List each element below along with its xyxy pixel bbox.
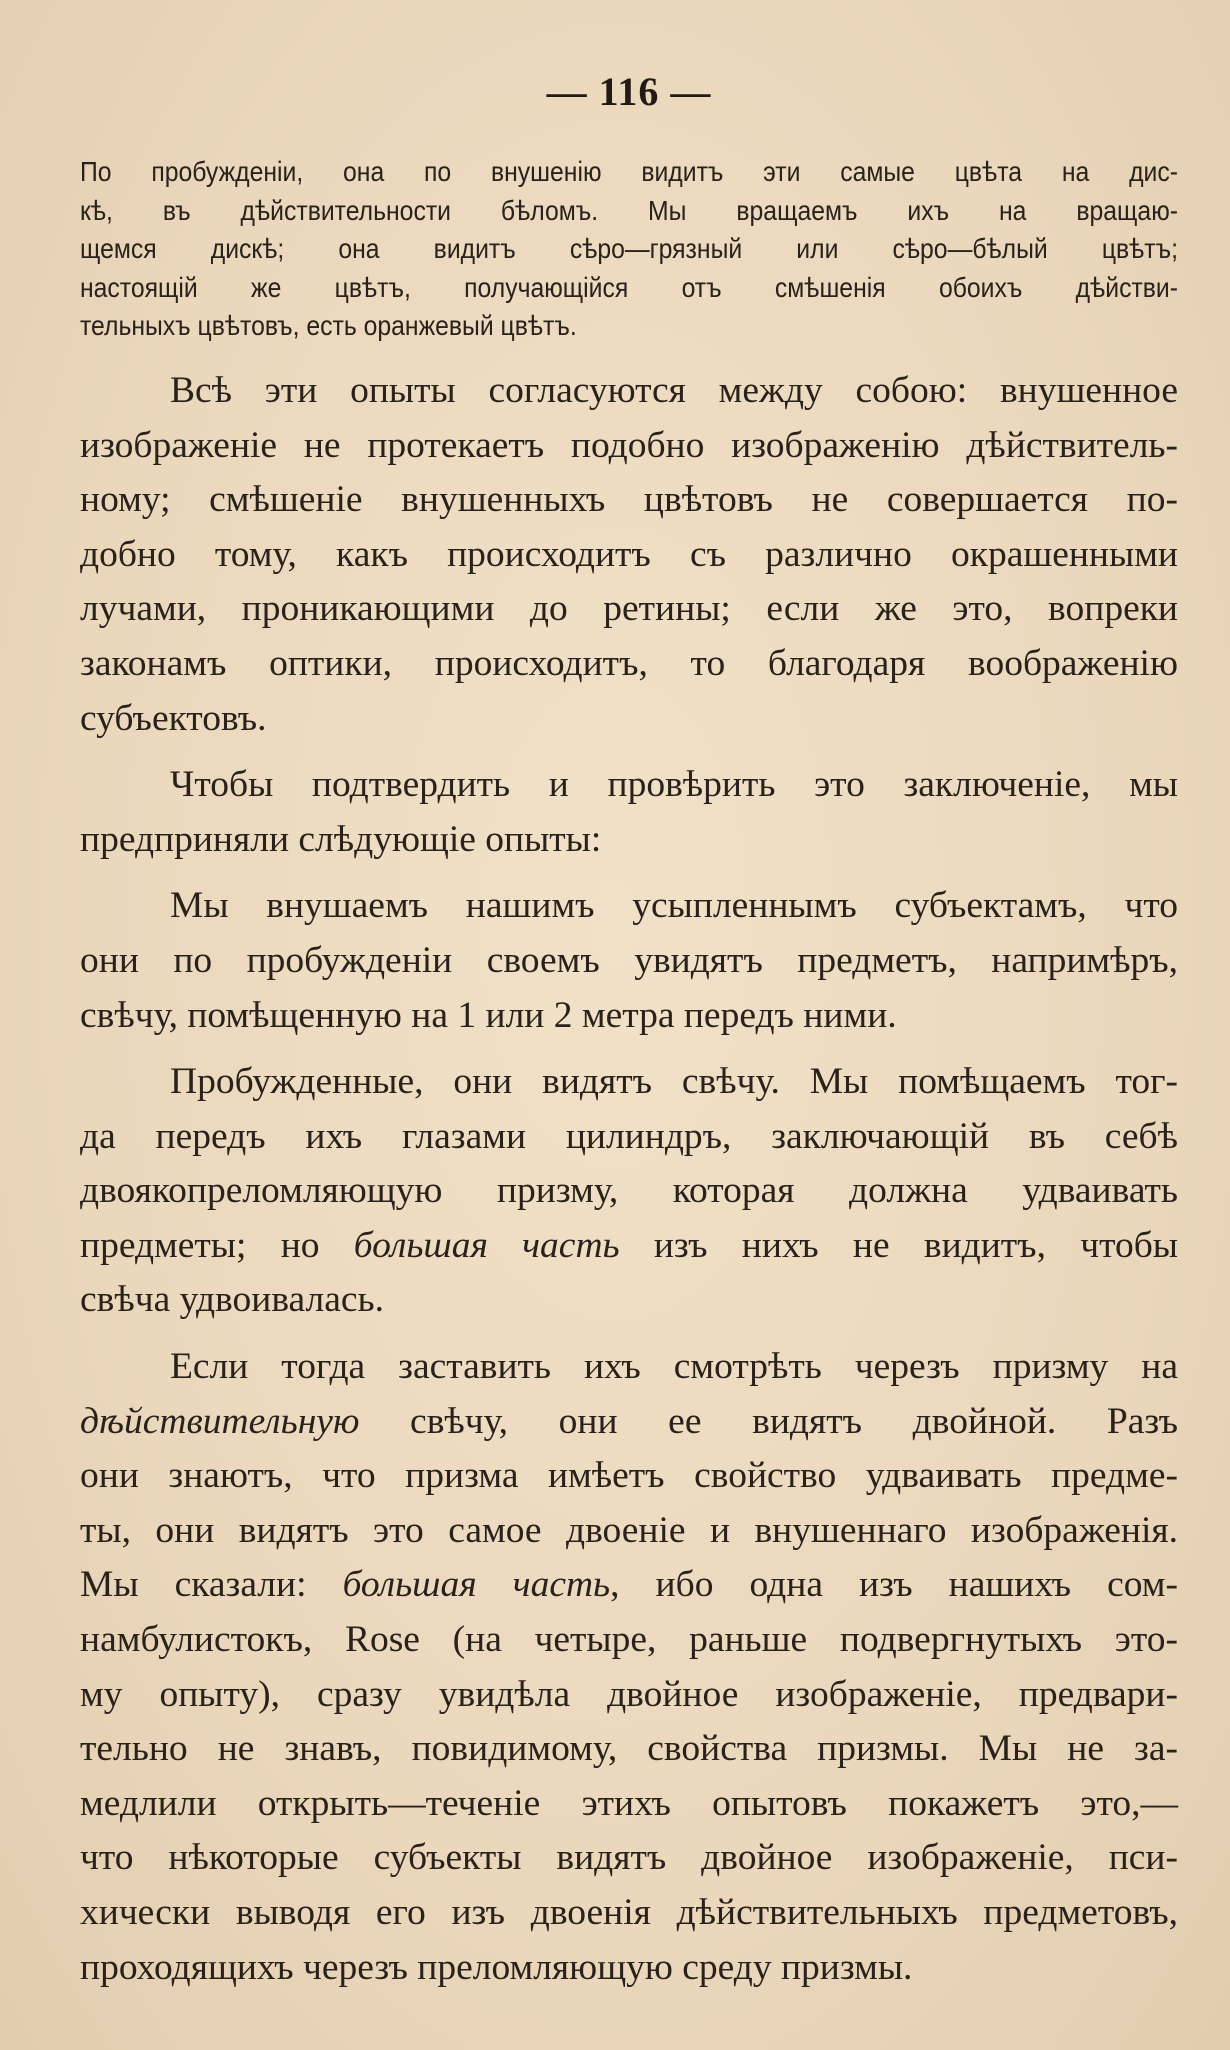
text-run: изъ нихъ не видитъ, чтобы xyxy=(619,1224,1178,1266)
text-line: добно тому, какъ происходитъ съ различно окрашенными xyxy=(80,533,1178,575)
text-run: , ибо одна изъ нашихъ сом- xyxy=(610,1564,1178,1606)
intro-paragraph xyxy=(80,153,1178,346)
emphasis: дѣйствительную xyxy=(80,1400,360,1442)
text-line xyxy=(80,1395,1178,1450)
emphasis: большая часть xyxy=(342,1564,611,1606)
paragraph-3 xyxy=(80,879,1178,1043)
text-line: ты, они видятъ это самое двоеніе и внушеннаго изображенія. xyxy=(80,1509,1178,1551)
text-line: свѣча удвоивалась. xyxy=(80,1279,384,1321)
text-line xyxy=(80,1558,1178,1613)
text-line: щемся дискѣ; она видитъ сѣро—грязный или сѣро—бѣлый цвѣтъ; xyxy=(80,233,1178,265)
text-line: тельныхъ цвѣтовъ, есть оранжевый цвѣтъ. xyxy=(80,310,577,342)
text-line: Мы внушаемъ нашимъ усыпленнымъ субъектамъ, что xyxy=(170,885,1178,927)
text-line: изображеніе не протекаетъ подобно изображенію дѣйствитель- xyxy=(80,424,1178,466)
text-run: Мы сказали: xyxy=(80,1564,343,1606)
text-line: проходящихъ черезъ преломляющую среду призмы. xyxy=(80,1946,913,1988)
text-line: свѣчу, помѣщенную на 1 или 2 метра передъ ними. xyxy=(80,994,897,1036)
main-text xyxy=(80,364,1178,1995)
text-line: предприняли слѣдующіе опыты: xyxy=(80,818,602,860)
text-line: они знаютъ, что призма имѣетъ свойство удваивать предме- xyxy=(80,1455,1178,1497)
text-line: Всѣ эти опыты согласуются между собою: внушенное xyxy=(170,369,1178,411)
paragraph-1 xyxy=(80,364,1178,746)
text-line: настоящій же цвѣтъ, получающійся отъ смѣшенія обоихъ дѣйстви- xyxy=(80,271,1178,303)
text-line: двоякопреломляющую призму, которая должна удваивать xyxy=(80,1170,1178,1212)
paragraph-2 xyxy=(80,758,1178,867)
text-line: лучами, проникающими до ретины; если же это, вопреки xyxy=(80,588,1178,630)
text-line: хически выводя его изъ двоенія дѣйствительныхъ предметовъ, xyxy=(80,1892,1178,1933)
text-line: кѣ, въ дѣйствительности бѣломъ. Мы вращаемъ ихъ на вращаю- xyxy=(80,194,1178,226)
text-line: му опыту), сразу увидѣла двойное изображеніе, предвари- xyxy=(80,1673,1178,1715)
text-run: предметы; но xyxy=(80,1224,354,1266)
page-number: — 116 — xyxy=(546,69,712,114)
text-line: законамъ оптики, происходитъ, то благодаря воображенію xyxy=(80,642,1178,684)
text-line: медлили открыть—теченіе этихъ опытовъ покажетъ это,— xyxy=(80,1782,1178,1824)
text-line: Чтобы подтвердить и провѣрить это заключеніе, мы xyxy=(170,764,1178,806)
text-line: ному; смѣшеніе внушенныхъ цвѣтовъ не совершается по- xyxy=(80,479,1178,521)
text-line: тельно не знавъ, повидимому, свойства призмы. Мы не за- xyxy=(80,1728,1178,1770)
emphasis: большая часть xyxy=(353,1224,620,1266)
paragraph-4 xyxy=(80,1055,1178,1328)
text-line: Пробужденные, они видятъ свѣчу. Мы помѣщаемъ тог- xyxy=(170,1061,1178,1103)
text-line: они по пробужденіи своемъ увидятъ предметъ, напримѣръ, xyxy=(80,939,1178,981)
text-line: субъектовъ. xyxy=(80,697,267,739)
text-line: Если тогда заставить ихъ смотрѣть черезъ призму на xyxy=(170,1346,1178,1388)
text-line: намбулистокъ, Rose (на четыре, раньше подвергнутыхъ это- xyxy=(80,1619,1178,1661)
text-line: что нѣкоторые субъекты видятъ двойное изображеніе, пси- xyxy=(80,1837,1178,1879)
text-run: свѣчу, они ее видятъ двойной. Разъ xyxy=(359,1400,1178,1442)
paragraph-5 xyxy=(80,1340,1178,1995)
text-line: По пробужденіи, она по внушенію видитъ эти самые цвѣта на дис- xyxy=(80,156,1178,187)
text-line xyxy=(80,1219,1178,1274)
text-line: да передъ ихъ глазами цилиндръ, заключающій въ себѣ xyxy=(80,1115,1178,1157)
